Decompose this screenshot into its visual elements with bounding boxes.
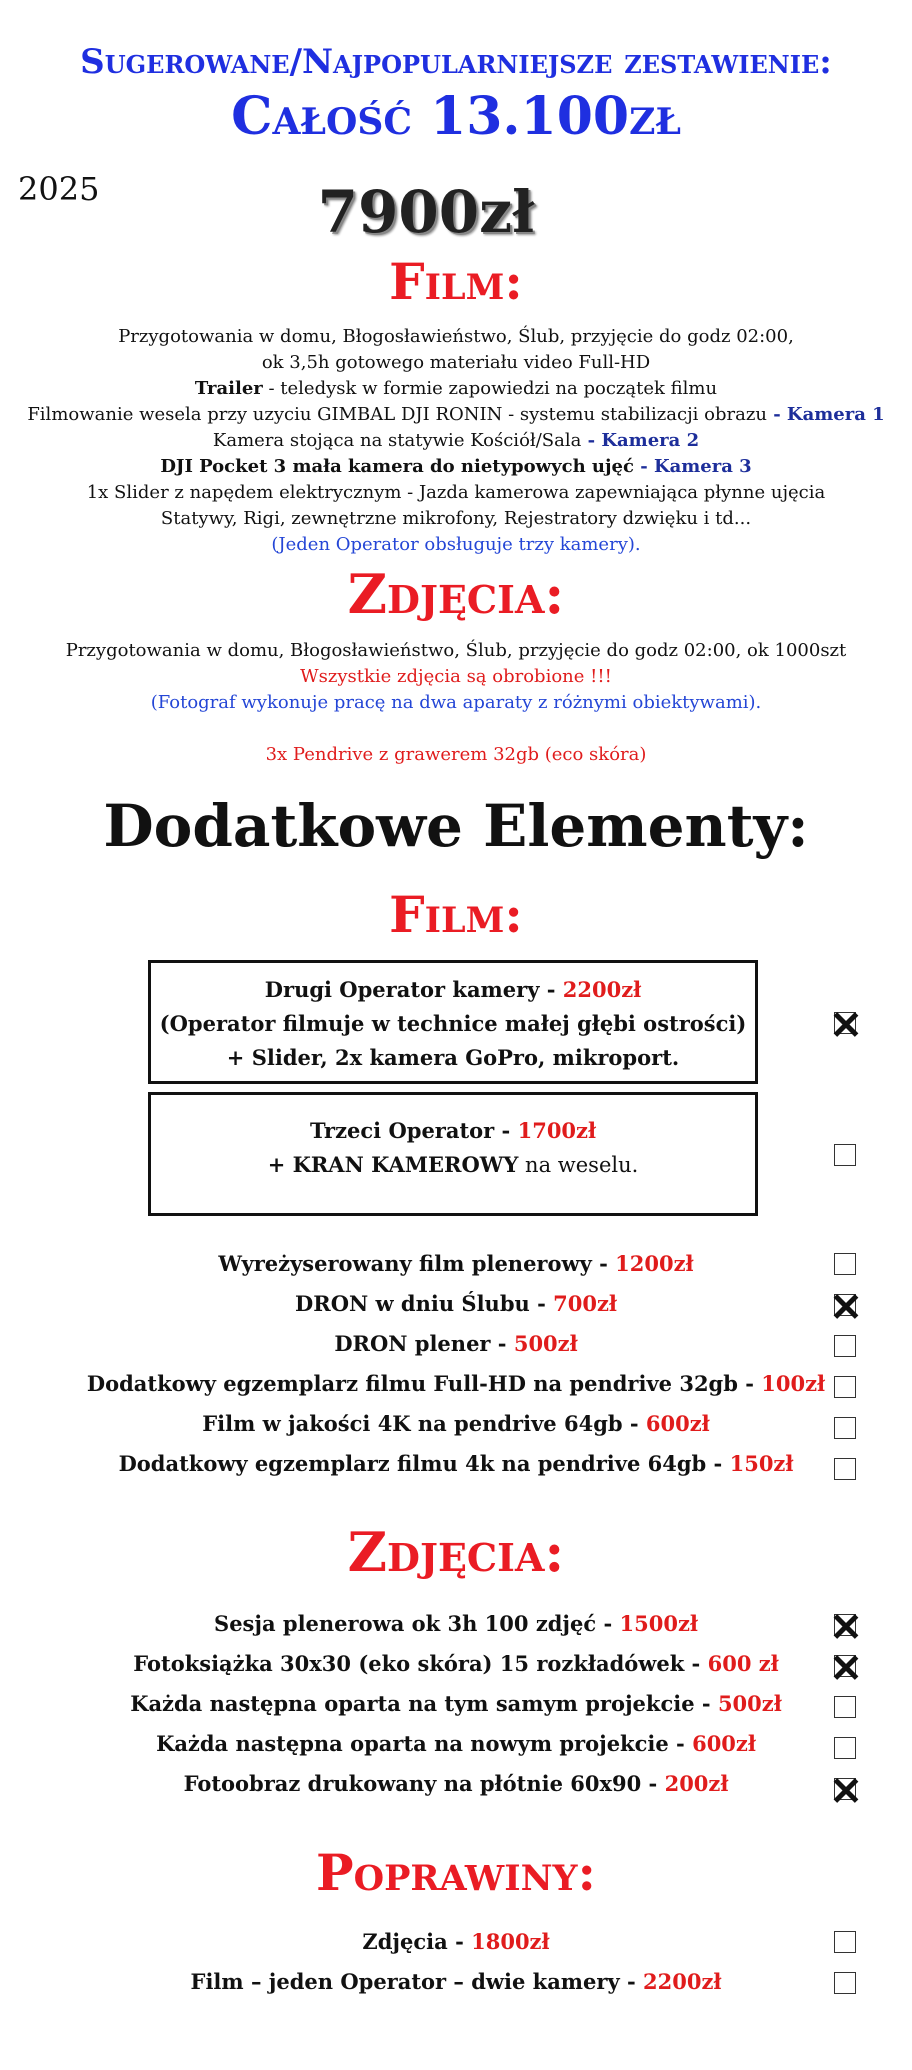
photo-option-checkbox[interactable] (834, 1696, 856, 1718)
poprawiny-option-row: Zdjęcia - 1800zł (362, 1929, 550, 1954)
film-option-checkbox[interactable] (834, 1417, 856, 1439)
film-option-row: DRON w dniu Ślubu - 700zł (295, 1291, 617, 1316)
photos-heading: Zdjęcia: (347, 562, 565, 626)
film-option-row: Wyreżyserowany film plenerowy - 1200zł (218, 1251, 694, 1276)
photos-line: Przygotowania w domu, Błogosławieństwo, Ślub, przyjęcie do godz 02:00, ok 1000szt (65, 640, 847, 661)
film-line: Kamera stojąca na statywie Kościół/Sala - Kamera 2 (212, 430, 700, 451)
film-line: 1x Slider z napędem elektrycznym - Jazda kamerowa zapewniająca płynne ujęcia (86, 482, 826, 503)
film-option-row: Dodatkowy egzemplarz filmu Full-HD na pendrive 32gb - 100zł (86, 1371, 826, 1396)
year-label: 2025 (18, 170, 100, 208)
film-line: Filmowanie wesela przy uzyciu GIMBAL DJI RONIN - systemu stabilizacji obrazu - Kamera 1 (27, 404, 885, 425)
film-line: DJI Pocket 3 mała kamera do nietypowych ujęć - Kamera 3 (160, 456, 752, 477)
film-option-checkbox[interactable] (834, 1335, 856, 1357)
film-option-row: Dodatkowy egzemplarz filmu 4k na pendrive 64gb - 150zł (118, 1451, 794, 1476)
film-heading: Film: (389, 252, 523, 311)
photo-option-row: Fotoobraz drukowany na płótnie 60x90 - 200zł (183, 1771, 729, 1796)
film-option-checkbox[interactable] (834, 1253, 856, 1275)
film-line: Statywy, Rigi, zewnętrzne mikrofony, Rejestratory dzwięku i td... (160, 508, 752, 529)
poprawiny-option-checkbox[interactable] (834, 1972, 856, 1994)
photo-option-row: Sesja plenerowa ok 3h 100 zdjęć - 1500zł (214, 1611, 698, 1636)
photo-option-checkbox[interactable] (834, 1655, 856, 1677)
extras-film-heading: Film: (389, 885, 523, 944)
extras-heading: Dodatkowe Elementy: (103, 792, 809, 860)
photo-option-checkbox[interactable] (834, 1778, 856, 1800)
film-line: Przygotowania w domu, Błogosławieństwo, Ślub, przyjęcie do godz 02:00, (118, 326, 794, 347)
film-line: ok 3,5h gotowego materiału video Full-HD (261, 352, 651, 373)
second-operator-box: Drugi Operator kamery - 2200zł (Operator filmuje w technice małej głębi ostrości) + Slider, 2x kamera GoPro, mikroport. (148, 960, 758, 1084)
poprawiny-option-checkbox[interactable] (834, 1931, 856, 1953)
third-operator-checkbox[interactable] (834, 1144, 856, 1166)
photo-option-row: Każda następna oparta na tym samym projekcie - 500zł (130, 1691, 782, 1716)
base-price: 7900zł (317, 178, 535, 246)
film-option-row: Film w jakości 4K na pendrive 64gb - 600zł (202, 1411, 710, 1436)
photos-description (0, 638, 912, 716)
film-option-checkbox[interactable] (834, 1458, 856, 1480)
third-operator-box: Trzeci Operator - 1700zł + KRAN KAMEROWY na weselu. (148, 1092, 758, 1216)
photo-option-row: Każda następna oparta na nowym projekcie - 600zł (156, 1731, 756, 1756)
film-option-checkbox[interactable] (834, 1376, 856, 1398)
film-line: Trailer - teledysk w formie zapowiedzi na początek filmu (194, 378, 718, 399)
photo-option-checkbox[interactable] (834, 1614, 856, 1636)
poprawiny-option-row: Film – jeden Operator – dwie kamery - 2200zł (190, 1969, 722, 1994)
extras-photos-heading: Zdjęcia: (347, 1520, 565, 1584)
film-description (0, 324, 912, 558)
second-operator-checkbox[interactable] (834, 1012, 856, 1034)
total-price-title: Całość 13.100zł (231, 86, 681, 147)
photos-edited-note: Wszystkie zdjęcia są obrobione !!! (300, 666, 612, 687)
pendrive-note: 3x Pendrive z grawerem 32gb (eco skóra) (265, 744, 647, 765)
photo-option-row: Fotoksiążka 30x30 (eko skóra) 15 rozkładówek - 600 zł (133, 1651, 779, 1676)
film-option-row: DRON plener - 500zł (334, 1331, 578, 1356)
film-note: (Jeden Operator obsługuje trzy kamery). (271, 534, 641, 555)
film-option-checkbox[interactable] (834, 1294, 856, 1316)
poprawiny-heading: Poprawiny: (315, 1843, 597, 1902)
photo-option-checkbox[interactable] (834, 1737, 856, 1759)
suggested-package-title: Sugerowane/Najpopularniejsze zestawienie: (80, 42, 832, 82)
photographer-note: (Fotograf wykonuje pracę na dwa aparaty z różnymi obiektywami). (150, 692, 762, 713)
